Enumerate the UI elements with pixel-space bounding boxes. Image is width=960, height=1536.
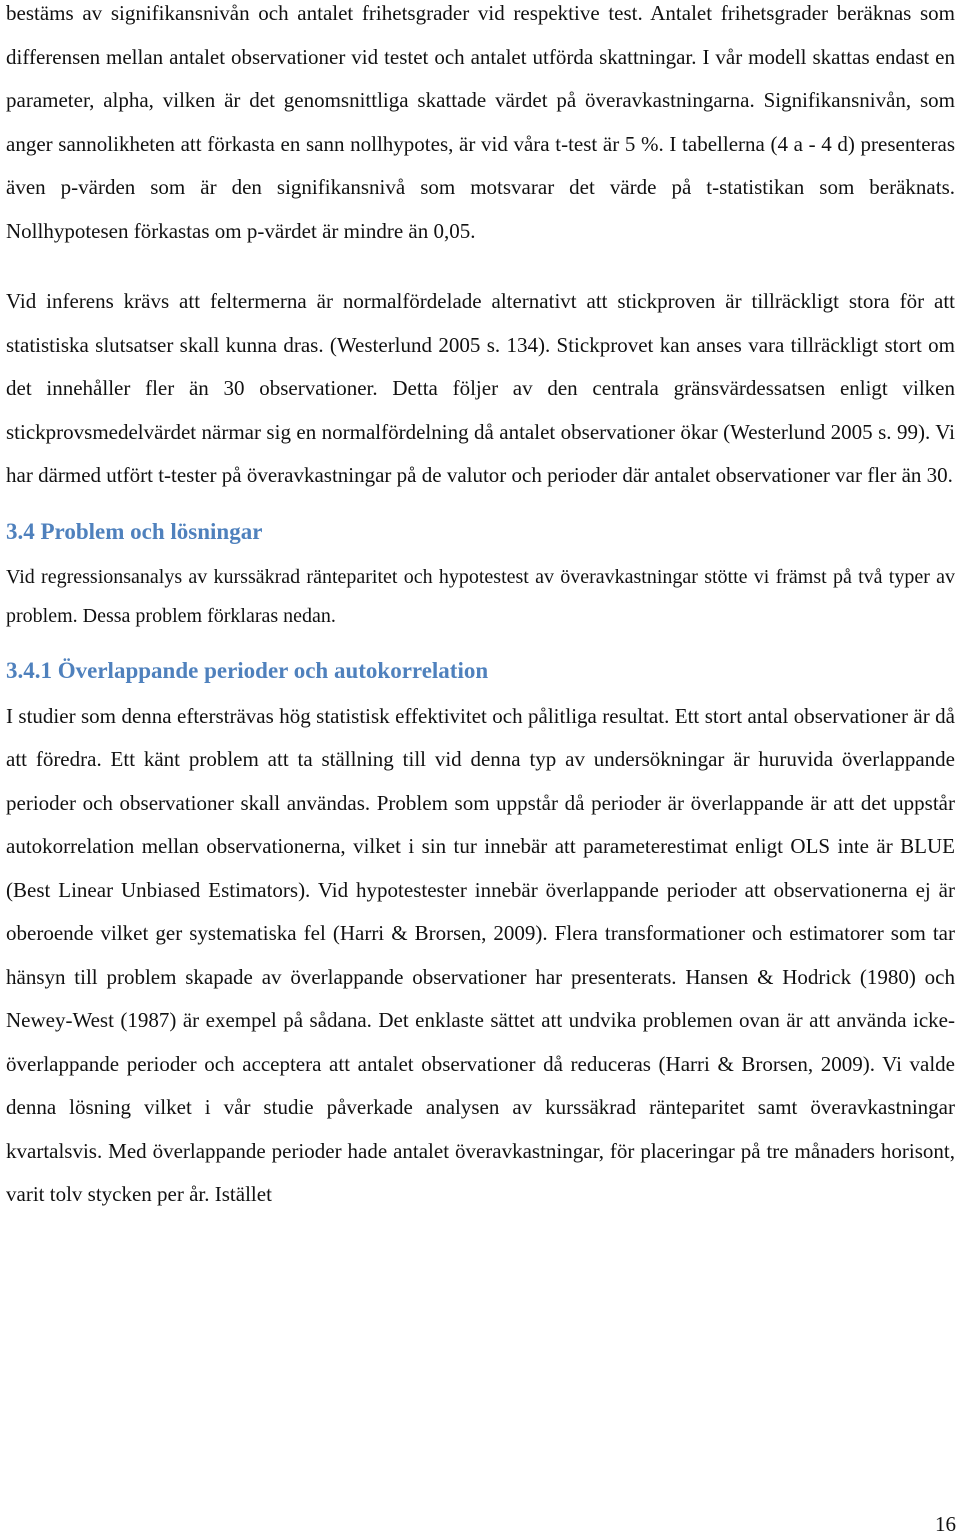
paragraph-inference: Vid inferens krävs att feltermerna är normalfördelade alternativt att stickproven är tillräckligt stora för att statistiska slutsatser skall kunna dras. (Westerlund 2005 s. 134). Stickprovet kan anses vara tillräckligt stort om det innehåller fler än 30 observationer. Detta följer av den centrala gränsvärdessatsen enligt vilken stickprovsmedelvärdet närmar sig en normalfördelning då antalet observationer ökar (Westerlund 2005 s. 99). Vi har därmed utfört t-tester på överavkastningar på de valutor och perioder där antalet observationer var fler än 30.: [6, 289, 955, 487]
paragraph-problems-intro: Vid regressionsanalys av kurssäkrad ränteparitet och hypotestest av överavkastningar stötte vi främst på två typer av problem. Dessa problem förklaras nedan.: [6, 565, 955, 627]
subsection-heading: 3.4.1 Överlappande perioder och autokorrelation: [6, 657, 489, 683]
page-number: 16: [935, 1512, 956, 1536]
document-page: [6, 0, 955, 1217]
paragraph-significance: bestäms av signifikansnivån och antalet frihetsgrader vid respektive test. Antalet frihetsgrader beräknas som differensen mellan antalet observationer vid testet och antalet utförda skattningar. I vår modell skattas endast en parameter, alpha, vilken är det genomsnittliga skattade värdet på överavkastningarna. Signifikansnivån, som anger sannolikheten att förkasta en sann nollhypotes, är vid våra t-test är 5 %. I tabellerna (4 a - 4 d) presenteras även p-värden som är den signifikansnivå som motsvarar det värde på t-statistikan som beräknats. Nollhypotesen förkastas om p-värdet är mindre än 0,05.: [6, 1, 955, 243]
section-heading: 3.4 Problem och lösningar: [6, 518, 263, 544]
paragraph-overlapping-periods: I studier som denna eftersträvas hög statistisk effektivitet och pålitliga resultat. Ett stort antal observationer är då att föredra. Ett känt problem att ta ställning till vid denna typ av undersökningar är huruvida överlappande perioder och observationer skall användas. Problem som uppstår då perioder är överlappande är att det uppstår autokorrelation mellan observationerna, vilket i sin tur innebär att parameterestimat enligt OLS inte är BLUE (Best Linear Unbiased Estimators). Vid hypotestester innebär överlappande perioder att observationerna ej är oberoende vilket ger systematiska fel (Harri & Brorsen, 2009). Flera transformationer och estimatorer som tar hänsyn till problem skapade av överlappande observationer har presenterats. Hansen & Hodrick (1980) och Newey-West (1987) är exempel på sådana. Det enklaste sättet att undvika problemen ovan är att använda icke-överlappande perioder och acceptera att antalet observationer då reduceras (Harri & Brorsen, 2009). Vi valde denna lösning vilket i vår studie påverkade analysen av kurssäkrad ränteparitet samt överavkastningar kvartalsvis. Med överlappande perioder hade antalet överavkastningar, för placeringar på tre månaders horisont, varit tolv stycken per år. Istället: [6, 703, 955, 1206]
